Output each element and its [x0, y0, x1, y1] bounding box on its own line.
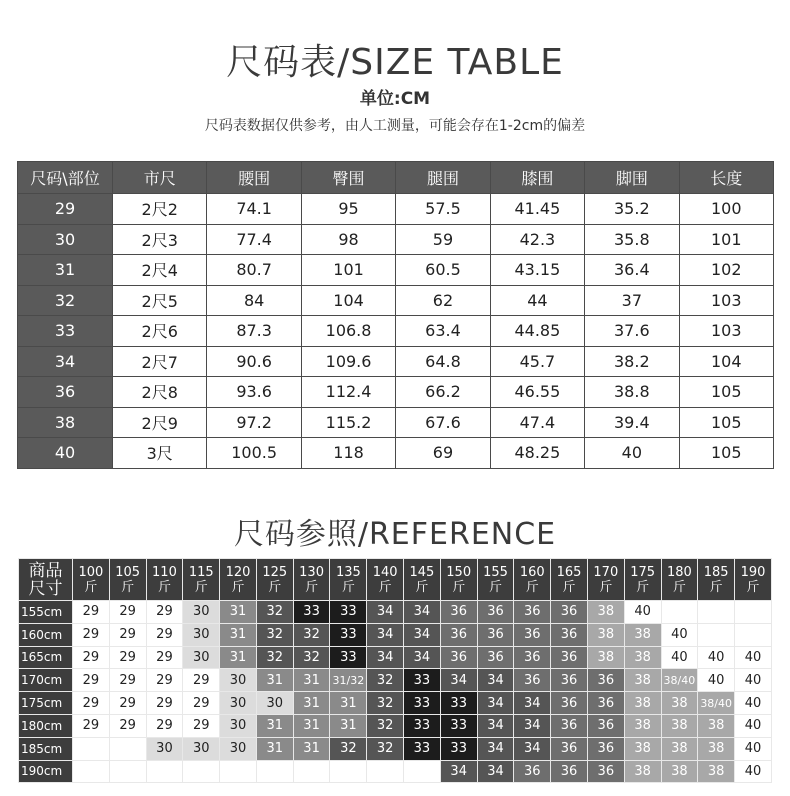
reference-size-cell: 36: [587, 760, 624, 783]
reference-size-cell: 36: [440, 601, 477, 624]
reference-size-cell: 36: [514, 760, 551, 783]
reference-size-cell: [698, 601, 735, 624]
reference-size-cell: 38: [587, 623, 624, 646]
table-row: [19, 714, 772, 737]
size-label-cell: 29: [18, 194, 113, 225]
size-column-header: 尺码\部位: [18, 162, 113, 194]
reference-size-cell: 33: [404, 669, 441, 692]
height-label-cell: 175cm: [19, 692, 73, 715]
size-value-cell: 105: [679, 407, 773, 438]
weight-column-header: 115 斤: [183, 559, 220, 601]
reference-size-cell: [73, 760, 110, 783]
reference-size-cell: 31: [256, 714, 293, 737]
size-value-cell: 101: [301, 255, 395, 286]
weight-column-header: 180 斤: [661, 559, 698, 601]
reference-size-cell: 36: [551, 623, 588, 646]
reference-size-cell: 36: [587, 714, 624, 737]
reference-size-cell: 38/40: [661, 669, 698, 692]
reference-size-cell: 31: [220, 646, 257, 669]
size-value-cell: 60.5: [396, 255, 490, 286]
reference-corner-header: 商品 尺寸: [19, 559, 73, 601]
reference-size-cell: 32: [367, 714, 404, 737]
reference-size-cell: 36: [477, 601, 514, 624]
reference-size-cell: 32: [330, 737, 367, 760]
reference-size-cell: [220, 760, 257, 783]
size-value-cell: 115.2: [301, 407, 395, 438]
size-value-cell: 44.85: [490, 316, 584, 347]
reference-size-cell: 30: [256, 692, 293, 715]
table-row: [18, 224, 774, 255]
size-table-header-row: [18, 162, 774, 194]
reference-size-cell: 38: [587, 646, 624, 669]
table-row: [18, 346, 774, 377]
table-row: [19, 601, 772, 624]
size-value-cell: 63.4: [396, 316, 490, 347]
reference-size-cell: 29: [109, 623, 146, 646]
reference-title: 尺码参照/REFERENCE: [233, 517, 557, 552]
reference-size-cell: 29: [146, 601, 183, 624]
table-row: [18, 285, 774, 316]
reference-size-cell: 34: [514, 692, 551, 715]
size-label-cell: 31: [18, 255, 113, 286]
reference-size-cell: [293, 760, 330, 783]
table-row: [19, 669, 772, 692]
reference-size-cell: 34: [440, 760, 477, 783]
reference-size-cell: 31/32: [330, 669, 367, 692]
table-row: [19, 646, 772, 669]
size-value-cell: 2尺7: [113, 346, 207, 377]
table-row: [18, 438, 774, 469]
size-value-cell: 57.5: [396, 194, 490, 225]
reference-size-cell: 31: [293, 714, 330, 737]
reference-size-cell: 36: [440, 646, 477, 669]
reference-size-cell: 29: [109, 692, 146, 715]
size-value-cell: 118: [301, 438, 395, 469]
height-label-cell: 190cm: [19, 760, 73, 783]
table-row: [18, 316, 774, 347]
reference-size-cell: 29: [73, 623, 110, 646]
reference-size-cell: 40: [735, 646, 772, 669]
size-value-cell: 80.7: [207, 255, 301, 286]
reference-table-body: [19, 601, 772, 783]
reference-size-cell: 40: [661, 646, 698, 669]
weight-column-header: 150 斤: [440, 559, 477, 601]
size-table-body: [18, 194, 774, 469]
reference-size-cell: 36: [551, 714, 588, 737]
size-value-cell: 37: [585, 285, 679, 316]
size-value-cell: 39.4: [585, 407, 679, 438]
weight-column-header: 185 斤: [698, 559, 735, 601]
reference-size-cell: 29: [73, 669, 110, 692]
weight-column-header: 175 斤: [624, 559, 661, 601]
table-row: [18, 255, 774, 286]
size-column-header: 膝围: [490, 162, 584, 194]
size-column-header: 长度: [679, 162, 773, 194]
reference-size-cell: 31: [330, 692, 367, 715]
reference-size-cell: 33: [440, 714, 477, 737]
reference-size-cell: 36: [440, 623, 477, 646]
reference-size-cell: 33: [293, 601, 330, 624]
size-value-cell: 84: [207, 285, 301, 316]
reference-size-cell: 38: [587, 601, 624, 624]
weight-column-header: 170 斤: [587, 559, 624, 601]
reference-size-cell: 36: [477, 646, 514, 669]
reference-size-cell: 34: [477, 737, 514, 760]
size-value-cell: 105: [679, 438, 773, 469]
reference-size-cell: 36: [514, 601, 551, 624]
size-value-cell: 74.1: [207, 194, 301, 225]
reference-size-cell: 30: [146, 737, 183, 760]
size-value-cell: 64.8: [396, 346, 490, 377]
weight-column-header: 135 斤: [330, 559, 367, 601]
reference-size-cell: 34: [440, 669, 477, 692]
size-value-cell: 104: [301, 285, 395, 316]
size-value-cell: 44: [490, 285, 584, 316]
reference-size-cell: 36: [514, 623, 551, 646]
table-row: [18, 377, 774, 408]
reference-size-cell: 32: [367, 669, 404, 692]
reference-header-row: [19, 559, 772, 601]
reference-size-cell: [73, 737, 110, 760]
size-column-header: 脚围: [585, 162, 679, 194]
size-value-cell: 48.25: [490, 438, 584, 469]
size-label-cell: 30: [18, 224, 113, 255]
reference-size-cell: 36: [587, 669, 624, 692]
reference-size-cell: 31: [256, 737, 293, 760]
weight-column-header: 155 斤: [477, 559, 514, 601]
size-value-cell: 106.8: [301, 316, 395, 347]
reference-size-cell: 31: [293, 692, 330, 715]
size-column-header: 臀围: [301, 162, 395, 194]
size-value-cell: 77.4: [207, 224, 301, 255]
reference-size-cell: 34: [367, 646, 404, 669]
reference-size-cell: 38: [661, 692, 698, 715]
size-value-cell: 2尺3: [113, 224, 207, 255]
size-value-cell: 97.2: [207, 407, 301, 438]
reference-size-cell: 34: [477, 760, 514, 783]
reference-size-cell: 31: [220, 601, 257, 624]
size-value-cell: 35.8: [585, 224, 679, 255]
reference-size-cell: 29: [73, 714, 110, 737]
reference-size-cell: 32: [293, 646, 330, 669]
reference-size-cell: 31: [293, 669, 330, 692]
reference-size-cell: 36: [514, 669, 551, 692]
size-value-cell: 47.4: [490, 407, 584, 438]
reference-size-cell: 38/40: [698, 692, 735, 715]
size-value-cell: 2尺5: [113, 285, 207, 316]
weight-column-header: 130 斤: [293, 559, 330, 601]
reference-size-cell: 29: [109, 646, 146, 669]
reference-size-cell: 32: [256, 601, 293, 624]
table-row: [18, 194, 774, 225]
size-label-cell: 33: [18, 316, 113, 347]
size-value-cell: 105: [679, 377, 773, 408]
reference-size-cell: 31: [293, 737, 330, 760]
reference-size-cell: 29: [146, 714, 183, 737]
reference-size-cell: 33: [330, 646, 367, 669]
size-value-cell: 100.5: [207, 438, 301, 469]
reference-size-cell: 30: [220, 737, 257, 760]
reference-size-cell: 29: [183, 714, 220, 737]
table-row: [18, 407, 774, 438]
reference-size-cell: [330, 760, 367, 783]
reference-size-cell: 40: [661, 623, 698, 646]
size-value-cell: 45.7: [490, 346, 584, 377]
reference-size-cell: 33: [404, 714, 441, 737]
reference-size-cell: 36: [551, 601, 588, 624]
reference-size-cell: 32: [367, 692, 404, 715]
reference-size-cell: 29: [183, 692, 220, 715]
reference-size-cell: 30: [183, 737, 220, 760]
table-row: [19, 760, 772, 783]
size-value-cell: 103: [679, 285, 773, 316]
reference-size-cell: 29: [146, 692, 183, 715]
reference-size-cell: 29: [146, 669, 183, 692]
reference-size-cell: 30: [183, 646, 220, 669]
weight-column-header: 100 斤: [73, 559, 110, 601]
reference-size-cell: 30: [183, 623, 220, 646]
reference-size-cell: 38: [661, 714, 698, 737]
reference-size-cell: 32: [367, 737, 404, 760]
weight-column-header: 190 斤: [735, 559, 772, 601]
size-value-cell: 98: [301, 224, 395, 255]
reference-size-cell: 38: [698, 714, 735, 737]
size-label-cell: 40: [18, 438, 113, 469]
reference-size-cell: 29: [73, 692, 110, 715]
reference-size-cell: 40: [698, 646, 735, 669]
reference-size-cell: 32: [256, 623, 293, 646]
reference-size-cell: 34: [477, 714, 514, 737]
size-value-cell: 112.4: [301, 377, 395, 408]
reference-size-cell: 29: [109, 669, 146, 692]
size-value-cell: 87.3: [207, 316, 301, 347]
reference-size-cell: 34: [367, 623, 404, 646]
reference-size-cell: 29: [146, 623, 183, 646]
reference-size-cell: 40: [735, 669, 772, 692]
height-label-cell: 160cm: [19, 623, 73, 646]
reference-size-cell: 32: [293, 623, 330, 646]
size-value-cell: 38.8: [585, 377, 679, 408]
reference-size-cell: 33: [404, 692, 441, 715]
size-value-cell: 2尺2: [113, 194, 207, 225]
reference-size-cell: [109, 737, 146, 760]
reference-size-cell: 36: [477, 623, 514, 646]
reference-size-cell: 33: [330, 601, 367, 624]
size-value-cell: 2尺4: [113, 255, 207, 286]
reference-size-cell: 36: [551, 760, 588, 783]
reference-size-cell: 38: [624, 760, 661, 783]
size-value-cell: 37.6: [585, 316, 679, 347]
size-value-cell: 46.55: [490, 377, 584, 408]
reference-size-cell: 34: [514, 737, 551, 760]
reference-size-cell: 31: [256, 669, 293, 692]
reference-size-cell: 34: [404, 601, 441, 624]
size-value-cell: 100: [679, 194, 773, 225]
reference-table: [18, 558, 772, 783]
size-value-cell: 101: [679, 224, 773, 255]
reference-size-cell: [256, 760, 293, 783]
reference-size-cell: 29: [73, 646, 110, 669]
size-value-cell: 2尺6: [113, 316, 207, 347]
size-value-cell: 42.3: [490, 224, 584, 255]
disclaimer-note: 尺码表数据仅供参考，由人工测量，可能会存在1-2cm的偏差: [204, 118, 586, 134]
weight-column-header: 145 斤: [404, 559, 441, 601]
reference-size-cell: 40: [735, 760, 772, 783]
size-table: [17, 161, 774, 469]
size-value-cell: 95: [301, 194, 395, 225]
reference-size-cell: [735, 623, 772, 646]
weight-column-header: 120 斤: [220, 559, 257, 601]
size-value-cell: 40: [585, 438, 679, 469]
size-value-cell: 69: [396, 438, 490, 469]
reference-size-cell: 38: [661, 737, 698, 760]
reference-size-cell: [661, 601, 698, 624]
reference-size-cell: 31: [220, 623, 257, 646]
reference-size-cell: 38: [661, 760, 698, 783]
height-label-cell: 180cm: [19, 714, 73, 737]
reference-size-cell: 34: [477, 669, 514, 692]
size-value-cell: 90.6: [207, 346, 301, 377]
size-value-cell: 103: [679, 316, 773, 347]
size-value-cell: 104: [679, 346, 773, 377]
reference-size-cell: 33: [404, 737, 441, 760]
size-value-cell: 102: [679, 255, 773, 286]
reference-size-cell: 33: [330, 623, 367, 646]
size-value-cell: 93.6: [207, 377, 301, 408]
reference-size-cell: 32: [256, 646, 293, 669]
height-label-cell: 165cm: [19, 646, 73, 669]
reference-size-cell: [404, 760, 441, 783]
reference-size-cell: 34: [404, 623, 441, 646]
reference-size-cell: [367, 760, 404, 783]
size-column-header: 腰围: [207, 162, 301, 194]
reference-size-cell: 38: [624, 669, 661, 692]
reference-size-cell: 36: [551, 692, 588, 715]
reference-size-cell: [146, 760, 183, 783]
reference-size-cell: [183, 760, 220, 783]
weight-column-header: 140 斤: [367, 559, 404, 601]
reference-size-cell: 34: [514, 714, 551, 737]
reference-size-cell: 29: [73, 601, 110, 624]
reference-size-cell: 38: [624, 646, 661, 669]
table-row: [19, 623, 772, 646]
reference-size-cell: 40: [735, 714, 772, 737]
size-value-cell: 59: [396, 224, 490, 255]
reference-size-cell: 38: [624, 714, 661, 737]
size-value-cell: 2尺9: [113, 407, 207, 438]
reference-size-cell: 36: [551, 669, 588, 692]
weight-column-header: 125 斤: [256, 559, 293, 601]
reference-size-cell: 29: [109, 714, 146, 737]
weight-column-header: 110 斤: [146, 559, 183, 601]
reference-size-cell: 38: [624, 737, 661, 760]
table-row: [19, 737, 772, 760]
reference-size-cell: 34: [367, 601, 404, 624]
reference-size-cell: 36: [587, 737, 624, 760]
reference-size-cell: 40: [735, 692, 772, 715]
reference-size-cell: 30: [183, 601, 220, 624]
reference-size-cell: 40: [698, 669, 735, 692]
reference-size-cell: 33: [440, 737, 477, 760]
height-label-cell: 185cm: [19, 737, 73, 760]
reference-size-cell: [109, 760, 146, 783]
reference-size-cell: 34: [404, 646, 441, 669]
size-value-cell: 38.2: [585, 346, 679, 377]
reference-size-cell: 38: [624, 692, 661, 715]
unit-label: 单位:CM: [359, 89, 431, 109]
size-value-cell: 41.45: [490, 194, 584, 225]
reference-size-cell: 36: [587, 692, 624, 715]
reference-size-cell: 36: [551, 646, 588, 669]
reference-size-cell: 29: [146, 646, 183, 669]
size-column-header: 腿围: [396, 162, 490, 194]
reference-size-cell: 30: [220, 692, 257, 715]
reference-size-cell: 36: [514, 646, 551, 669]
weight-column-header: 160 斤: [514, 559, 551, 601]
size-column-header: 市尺: [113, 162, 207, 194]
reference-size-cell: [735, 601, 772, 624]
size-value-cell: 66.2: [396, 377, 490, 408]
size-value-cell: 62: [396, 285, 490, 316]
size-label-cell: 32: [18, 285, 113, 316]
size-label-cell: 38: [18, 407, 113, 438]
reference-size-cell: 36: [551, 737, 588, 760]
height-label-cell: 155cm: [19, 601, 73, 624]
reference-size-cell: 31: [330, 714, 367, 737]
reference-size-cell: 29: [183, 669, 220, 692]
size-label-cell: 36: [18, 377, 113, 408]
size-table-title: 尺码表/SIZE TABLE: [226, 42, 564, 83]
size-value-cell: 36.4: [585, 255, 679, 286]
reference-size-cell: 40: [624, 601, 661, 624]
reference-size-cell: 40: [735, 737, 772, 760]
size-label-cell: 34: [18, 346, 113, 377]
size-value-cell: 2尺8: [113, 377, 207, 408]
reference-size-cell: 34: [477, 692, 514, 715]
reference-size-cell: 38: [698, 760, 735, 783]
size-value-cell: 43.15: [490, 255, 584, 286]
reference-size-cell: 33: [440, 692, 477, 715]
reference-size-cell: 30: [220, 714, 257, 737]
size-value-cell: 67.6: [396, 407, 490, 438]
reference-size-cell: 38: [698, 737, 735, 760]
size-value-cell: 109.6: [301, 346, 395, 377]
table-row: [19, 692, 772, 715]
size-value-cell: 35.2: [585, 194, 679, 225]
reference-size-cell: 29: [109, 601, 146, 624]
reference-size-cell: [698, 623, 735, 646]
weight-column-header: 105 斤: [109, 559, 146, 601]
reference-size-cell: 38: [624, 623, 661, 646]
reference-size-cell: 30: [220, 669, 257, 692]
height-label-cell: 170cm: [19, 669, 73, 692]
weight-column-header: 165 斤: [551, 559, 588, 601]
size-value-cell: 3尺: [113, 438, 207, 469]
